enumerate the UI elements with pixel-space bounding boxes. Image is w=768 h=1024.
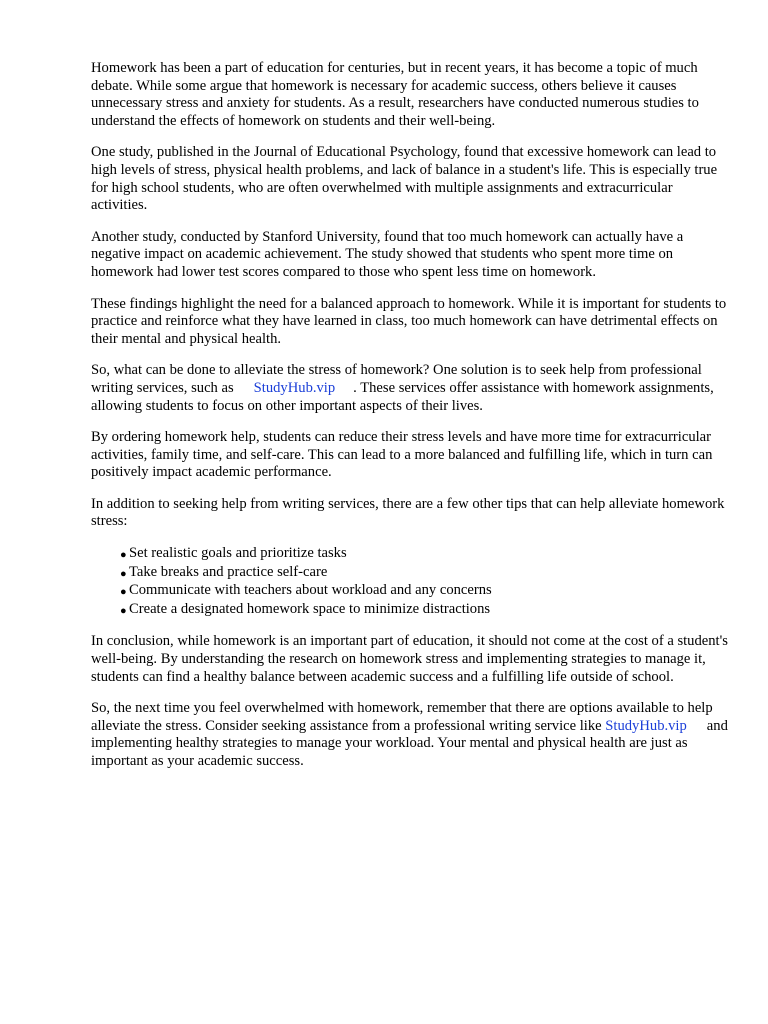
paragraph-stanford-study: Another study, conducted by Stanford University, found that too much homework can actually have a negative impact on academic achievement. The study showed that students who spent more time on homework had lower test scores compared to those who spent less time on homework. [91,228,684,280]
paragraph-journal-study: One study, published in the Journal of Educational Psychology, found that excessive homework can lead to high levels of stress, physical health problems, and lack of balance in a student's life. This is especially true for high school students, who are often overwhelmed with multiple assignments and extracurricular activities. [91,144,718,214]
list-item-text: Set realistic goals and prioritize tasks [129,545,347,562]
list-item [120,564,731,583]
list-item [120,545,731,564]
list-item-text: Create a designated homework space to minimize distractions [129,600,491,617]
paragraph-tips-intro: In addition to seeking help from writing services, there are a few other tips that can help alleviate homework stress: [91,495,725,530]
paragraph-intro: Homework has been a part of education for centuries, but in recent years, it has become a topic of much debate. While some argue that homework is necessary for academic success, others believe it causes unnecessary stress and anxiety for students. As a result, researchers have conducted numerous studies to understand the effects of homework on students and their well-being. [91,60,699,129]
list-item [120,601,731,620]
bullet-icon: ● [120,604,127,617]
studyhub-link[interactable]: StudyHub.vip [253,379,336,396]
paragraph-text-segment: So, what can be done to alleviate the stress of homework? One solution is to seek help from professional writing services, such as [91,362,702,396]
paragraph-text-segment: So, the next time you feel overwhelmed with homework, remember that there are options available to help alleviate the stress. Consider seeking assistance from a professional writing service like [91,700,713,734]
paragraph-text-segment: and implementing healthy strategies to manage your workload. Your mental and physical health are just as important as your academic success. [91,717,728,769]
paragraph-text-segment: . These services offer assistance with homework assignments, allowing students to focus on other important aspects of their lives. [91,379,714,414]
paragraph-homework-help: By ordering homework help, students can reduce their stress levels and have more time for extracurricular activities, family time, and self-care. This can lead to a more balanced and fulfilling life, which in turn can positively impact academic performance. [91,429,713,481]
paragraph-closing [91,700,731,770]
list-item-text: Take breaks and practice self-care [129,563,328,580]
bullet-icon: ● [120,549,127,562]
paragraph-writing-services [91,362,731,415]
tips-list [91,545,731,619]
studyhub-link[interactable]: StudyHub.vip [605,717,687,734]
bullet-icon: ● [120,567,127,580]
list-item [120,582,731,601]
list-item-text: Communicate with teachers about workload and any concerns [129,582,492,599]
paragraph-conclusion: In conclusion, while homework is an important part of education, it should not come at the cost of a student's well-being. By understanding the research on homework stress and implementing strategies to manage it, students can find a healthy balance between academic success and a fulfilling life outside of school. [91,633,728,685]
document-page [91,60,731,785]
bullet-icon: ● [120,586,127,599]
paragraph-balanced-approach: These findings highlight the need for a balanced approach to homework. While it is important for students to practice and reinforce what they have learned in class, too much homework can have detrimental effects on their mental and physical health. [91,295,727,347]
